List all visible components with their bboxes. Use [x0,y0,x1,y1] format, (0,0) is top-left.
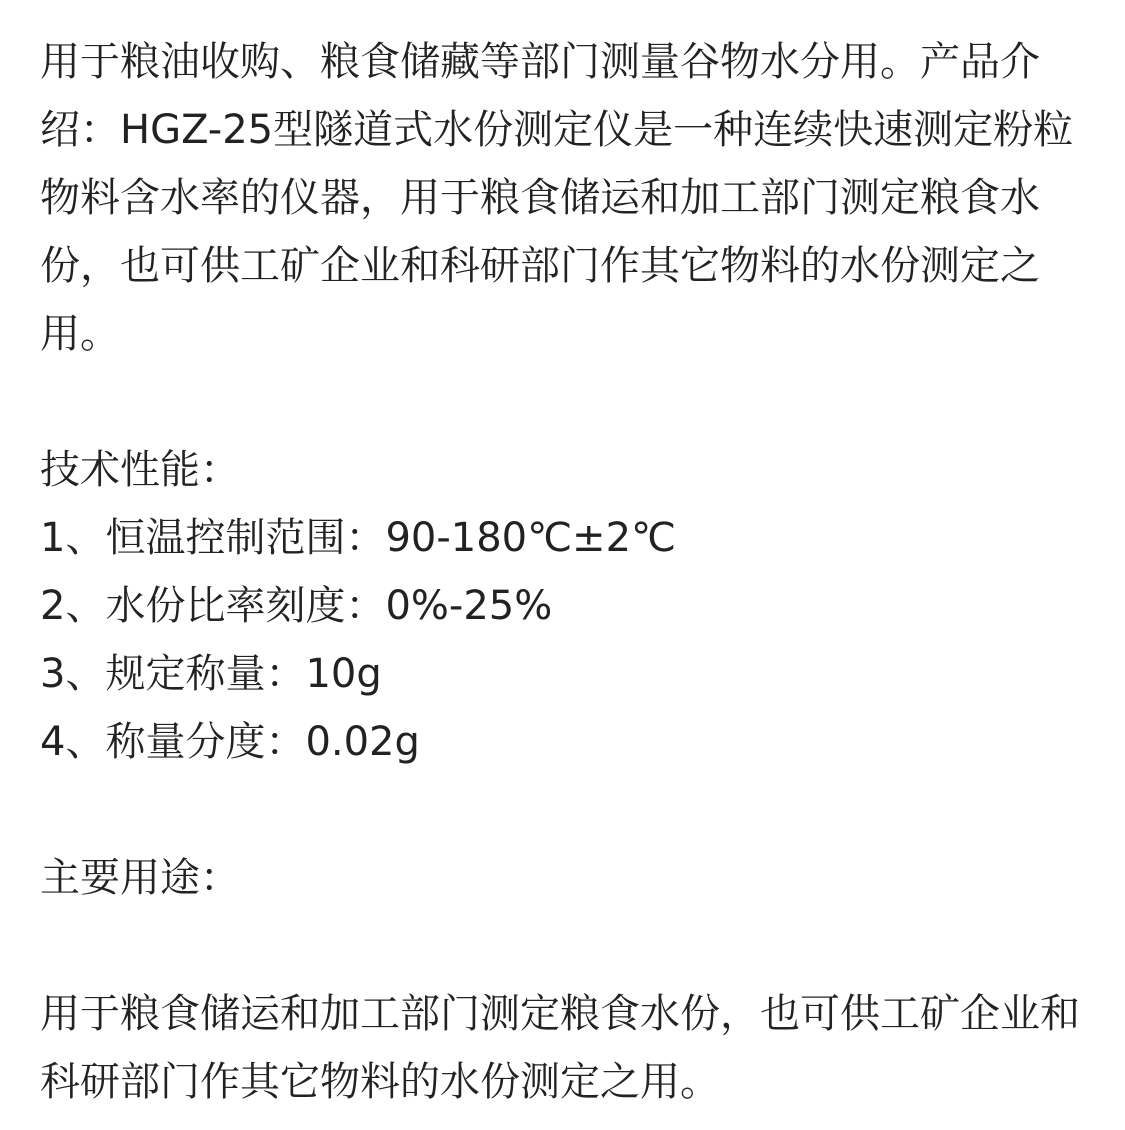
spec-item-weight-division: 4、称量分度：0.02g [40,719,420,765]
spec-item-moisture-scale: 2、水份比率刻度：0%-25% [40,583,553,629]
spec-item-rated-weight: 3、规定称量：10g [40,651,382,697]
spacer [40,776,1085,844]
usage-section [40,844,1085,1116]
usage-text: 用于粮食储运和加工部门测定粮食水份，也可供工矿企业和科研部门作其它物料的水份测定之用。 [40,991,1080,1105]
usage-heading: 主要用途： [40,855,240,901]
specs-heading: 技术性能： [40,447,240,493]
spacer [40,912,1085,980]
intro-paragraph: 用于粮油收购、粮食储藏等部门测量谷物水分用。产品介绍：HGZ-25型隧道式水份测定仪是一种连续快速测定粉粒物料含水率的仪器，用于粮食储运和加工部门测定粮食水份，也可供工矿企业和科研部门作其它物料的水份测定之用。 [40,39,1074,357]
spacer [40,368,1085,436]
spec-item-temperature: 1、恒温控制范围：90-180℃±2℃ [40,515,676,561]
specs-section [40,436,1085,776]
